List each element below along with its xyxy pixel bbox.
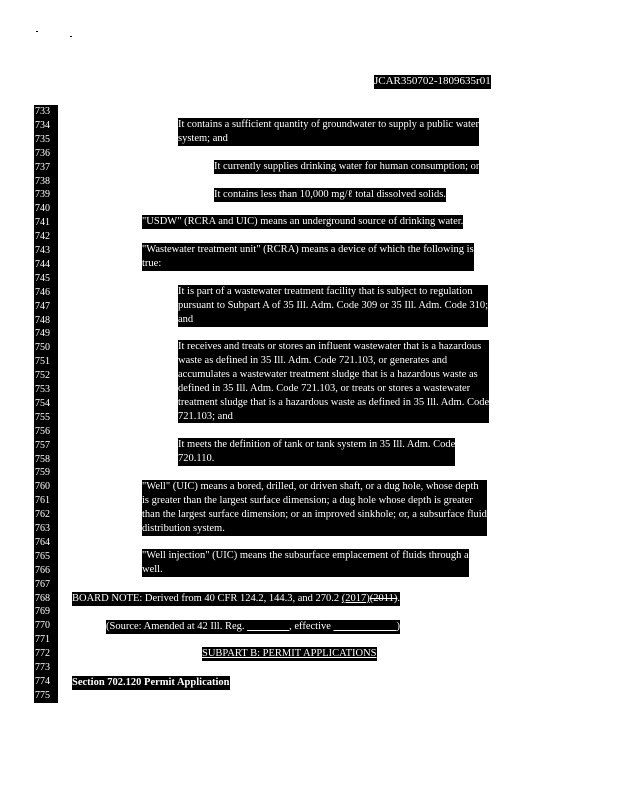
board-note-suffix: . bbox=[397, 593, 401, 604]
source-mid: , effective bbox=[289, 621, 334, 632]
text-line: pursuant to Subpart A of 35 Ill. Adm. Code 309 or 35 Ill. Adm. Code 310; bbox=[178, 299, 489, 311]
line-number: 775 bbox=[34, 689, 58, 703]
text-line: waste as defined in 35 Ill. Adm. Code 721.103, or generates and bbox=[178, 354, 448, 366]
text-line: 720.110. bbox=[178, 452, 215, 464]
board-note-year-deleted: (2011) bbox=[369, 593, 398, 604]
line-number: 754 bbox=[34, 397, 58, 411]
text-line: distribution system. bbox=[142, 522, 225, 534]
paragraph-tank bbox=[178, 438, 455, 466]
line-number: 772 bbox=[34, 647, 58, 661]
text-line: It receives and treats or stores an influent wastewater that is a hazardous bbox=[178, 341, 482, 352]
line-number: 766 bbox=[34, 564, 58, 578]
line-number: 767 bbox=[34, 578, 58, 592]
paragraph-influent bbox=[178, 340, 489, 423]
text-line: is greater than the largest surface dimension; a dug hole whose depth is greater bbox=[142, 494, 473, 506]
text-line: and bbox=[178, 313, 194, 325]
line-number: 735 bbox=[34, 133, 58, 147]
paragraph-supplies: It currently supplies drinking water for human consumption; or bbox=[214, 161, 480, 172]
text-line: "Well injection" (UIC) means the subsurface emplacement of fluids through a bbox=[142, 550, 469, 561]
line-number: 773 bbox=[34, 661, 58, 675]
definition-usdw: "USDW" (RCRA and UIC) means an underground source of drinking water. bbox=[142, 216, 464, 227]
source-note bbox=[106, 620, 400, 634]
line-number: 747 bbox=[34, 300, 58, 314]
line-number: 736 bbox=[34, 147, 58, 161]
source-suffix: ) bbox=[396, 621, 401, 632]
definition-wastewater-treatment-unit bbox=[142, 243, 474, 271]
subpart-heading: SUBPART B: PERMIT APPLICATIONS bbox=[202, 648, 377, 659]
line-number: 740 bbox=[34, 202, 58, 216]
document-code: JCAR350702-1809635r01 bbox=[374, 75, 491, 87]
line-number: 734 bbox=[34, 119, 58, 133]
text-line: than the largest surface dimension; or an improved sinkhole; or, a subsurface fluid bbox=[142, 508, 487, 520]
text-line: well. bbox=[142, 563, 163, 575]
line-number: 744 bbox=[34, 258, 58, 272]
line-number: 774 bbox=[34, 675, 58, 689]
line-number: 739 bbox=[34, 188, 58, 202]
text-line: It meets the definition of tank or tank system in 35 Ill. Adm. Code bbox=[178, 439, 456, 450]
line-number: 751 bbox=[34, 355, 58, 369]
line-number: 753 bbox=[34, 383, 58, 397]
text-line: It contains a sufficient quantity of groundwater to supply a public water bbox=[178, 119, 480, 130]
source-blank-effective: ____________ bbox=[333, 621, 397, 632]
board-note-prefix: BOARD NOTE: Derived from 40 CFR 124.2, 144.3, and 270.2 bbox=[72, 593, 342, 604]
line-number: 752 bbox=[34, 369, 58, 383]
line-number: 750 bbox=[34, 341, 58, 355]
text-line: 721.103; and bbox=[178, 410, 233, 422]
text-line: defined in 35 Ill. Adm. Code 721.103, or treats or stores a wastewater bbox=[178, 382, 471, 394]
text-line: "Wastewater treatment unit" (RCRA) means a device of which the following is bbox=[142, 244, 474, 255]
line-number: 733 bbox=[34, 105, 58, 119]
scan-speck bbox=[70, 36, 72, 37]
scan-speck bbox=[36, 31, 38, 32]
paragraph-groundwater bbox=[178, 118, 479, 146]
line-number: 742 bbox=[34, 230, 58, 244]
line-number: 741 bbox=[34, 216, 58, 230]
text-line: accumulates a wastewater treatment sludge that is a hazardous waste as bbox=[178, 368, 478, 380]
paragraph-facility bbox=[178, 285, 488, 327]
line-number: 743 bbox=[34, 244, 58, 258]
line-number: 759 bbox=[34, 466, 58, 480]
line-number: 763 bbox=[34, 522, 58, 536]
definition-well bbox=[142, 480, 487, 536]
source-prefix: (Source: Amended at 42 Ill. Reg. bbox=[106, 621, 248, 632]
text-line: "Well" (UIC) means a bored, drilled, or driven shaft, or a dug hole, whose depth bbox=[142, 481, 479, 492]
line-number: 762 bbox=[34, 508, 58, 522]
line-number: 746 bbox=[34, 286, 58, 300]
text-line: system; and bbox=[178, 132, 228, 144]
line-number: 756 bbox=[34, 425, 58, 439]
section-heading: Section 702.120 Permit Application bbox=[72, 677, 230, 688]
paragraph-solids: It contains less than 10,000 mg/ℓ total dissolved solids. bbox=[214, 189, 446, 200]
text-line: treatment sludge that is a hazardous waste as defined in 35 Ill. Adm. Code bbox=[178, 396, 490, 408]
line-number: 749 bbox=[34, 327, 58, 341]
line-number: 761 bbox=[34, 494, 58, 508]
line-number: 737 bbox=[34, 161, 58, 175]
line-number: 769 bbox=[34, 605, 58, 619]
source-blank-register: ________ bbox=[247, 621, 290, 632]
line-number: 760 bbox=[34, 480, 58, 494]
line-number: 738 bbox=[34, 175, 58, 189]
line-number: 771 bbox=[34, 633, 58, 647]
text-line: true: bbox=[142, 257, 162, 269]
line-number: 764 bbox=[34, 536, 58, 550]
text-line: It is part of a wastewater treatment facility that is subject to regulation bbox=[178, 286, 473, 297]
line-number: 768 bbox=[34, 592, 58, 606]
line-number: 758 bbox=[34, 453, 58, 467]
line-number: 765 bbox=[34, 550, 58, 564]
board-note-year-inserted: (2017) bbox=[341, 593, 370, 604]
definition-well-injection bbox=[142, 549, 469, 577]
line-number: 770 bbox=[34, 619, 58, 633]
line-number: 755 bbox=[34, 411, 58, 425]
line-number: 748 bbox=[34, 314, 58, 328]
line-number: 757 bbox=[34, 439, 58, 453]
line-number: 745 bbox=[34, 272, 58, 286]
board-note bbox=[72, 592, 400, 606]
